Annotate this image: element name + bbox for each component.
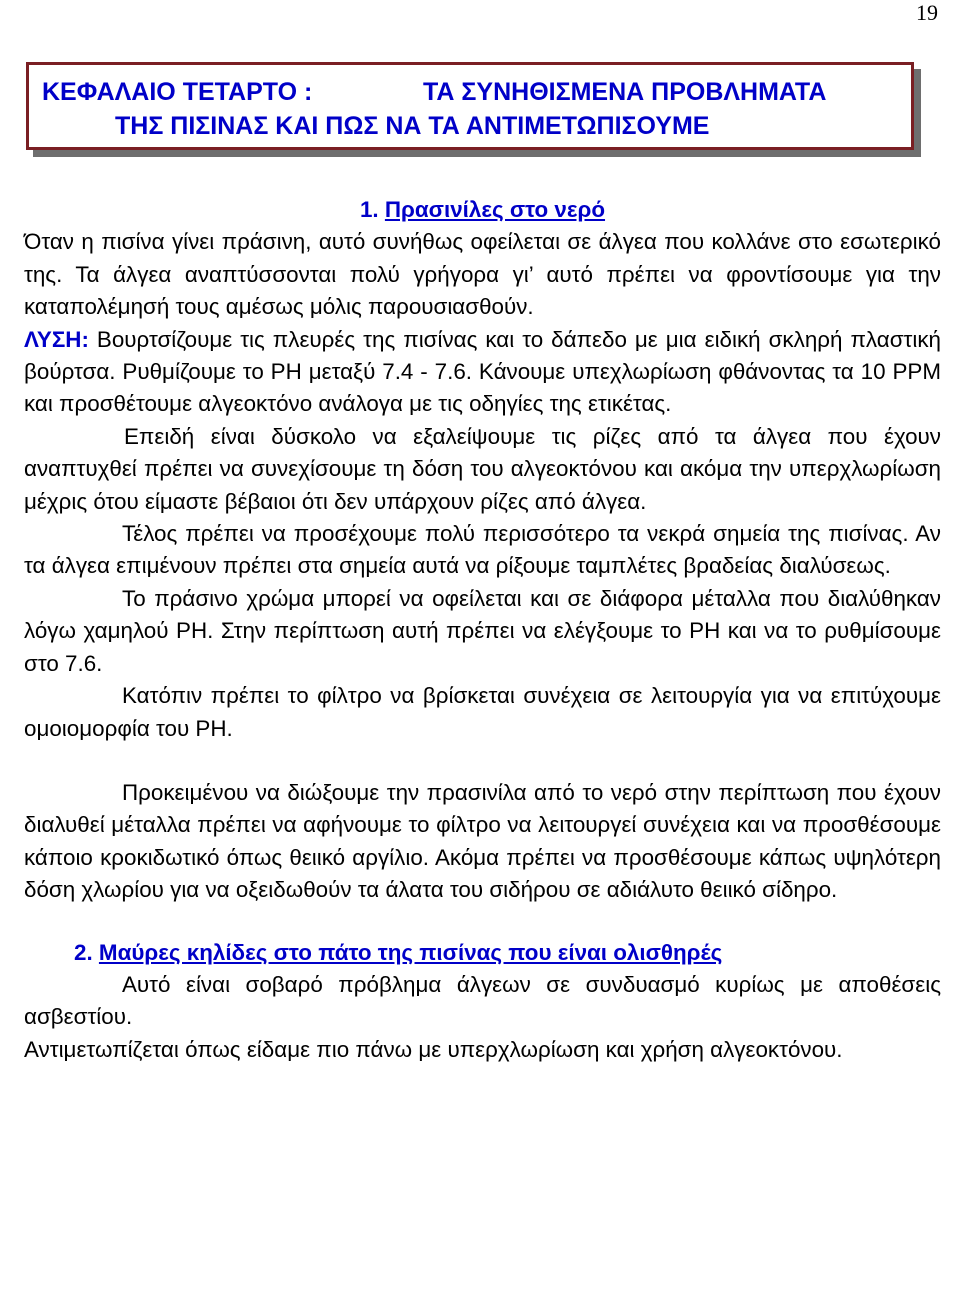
spacer [24,907,941,937]
chapter-title-line2: ΤΗΣ ΠΙΣΙΝΑΣ ΚΑΙ ΠΩΣ ΝΑ ΤΑ ΑΝΤΙΜΕΤΩΠΙΣΟΥΜΕ [115,112,710,140]
document-body [24,194,941,1066]
section1-heading [24,194,941,226]
chapter-title-line1 [42,75,826,109]
section1-para4: Το πράσινο χρώμα μπορεί να οφείλεται και σε διάφορα μέταλλα που διαλύθηκαν λόγω χαμηλού PH. Στην περίπτωση αυτή πρέπει να ελέγξουμε το PH και να το ρυθμίσουμε στο 7.6. [24,585,941,676]
section1-intro: Όταν η πισίνα γίνει πράσινη, αυτό συνήθως οφείλεται σε άλγεα που κολλάνε στο εσωτερικό της. Τα άλγεα αναπτύσσονται πολύ γρήγορα γι’ αυτό πρέπει να φροντίσουμε για την καταπολέμησή τους αμέσως μόλις παρουσιασθούν. [24,229,941,320]
section2-heading [24,937,941,969]
solution-label: ΛΥΣΗ: [24,326,89,352]
spacer [24,745,941,777]
section1-title: Πρασινίλες στο νερό [384,197,606,222]
solution-text: Βουρτσίζουμε τις πλευρές της πισίνας και το δάπεδο με μια ειδική σκληρή πλαστική βούρτσα. Ρυθμίζουμε το PH μεταξύ 7.4 - 7.6. Κάνουμε υπεχλωρίωση φθάνοντας τα 10 PPM και προσθέτουμε αλγεοκτόνο ανάλογα με τις οδηγίες της ετικέτας. [24,326,941,417]
section1-number: 1. [359,197,379,222]
page-number: 19 [916,0,938,25]
section1-para3: Τέλος πρέπει να προσέχουμε πολύ περισσότερο τα νεκρά σημεία της πισίνας. Αν τα άλγεα επιμένουν πρέπει στα σημεία αυτά να ρίξουμε ταμπλέτες βραδείας διαλύσεως. [24,521,941,579]
chapter-title-box [26,62,914,150]
section2-number: 2. [74,939,93,965]
section2-para1: Αυτό είναι σοβαρό πρόβλημα άλγεων σε συνδυασμό κυρίως με αποθέσεις ασβεστίου. [24,971,941,1030]
section1-para5: Κατόπιν πρέπει το φίλτρο να βρίσκεται συνέχεια σε λειτουργία για να επιτύχουμε ομοιομορφία του PH. [24,683,941,741]
chapter-prefix: ΚΕΦΑΛΑΙΟ ΤΕΤΑΡΤΟ : [42,78,313,106]
section2-para2: Αντιμετωπίζεται όπως είδαμε πιο πάνω με υπερχλωρίωση και χρήση αλγεοκτόνου. [24,1036,843,1062]
section1-para2: Επειδή είναι δύσκολο να εξαλείψουμε τις ρίζες από τα άλγεα που έχουν αναπτυχθεί πρέπει να συνεχίσουμε τη δόση του αλγεοκτόνου και ακόμα την υπερχλωρίωση μέχρις ότου είμαστε βέβαιοι ότι δεν υπάρχουν ρίζες από άλγεα. [24,423,941,514]
section1-para6: Προκειμένου να διώξουμε την πρασινίλα από το νερό στην περίπτωση που έχουν διαλυθεί μέταλλα πρέπει να αφήνουμε το φίλτρο να λειτουργεί συνέχεια και να προσθέσουμε κάποιο κροκιδωτικό όπως θειικό αργίλιο. Ακόμα πρέπει να προσθέσουμε κάπως υψηλότερη δόση χλωρίου για να οξειδωθούν τα άλατα του σιδήρου σε αδιάλυτο θειικό σίδηρο. [24,779,941,903]
chapter-title-text1: ΤΑ ΣΥΝΗΘΙΣΜΕΝΑ ΠΡΟΒΛΗΜΑΤΑ [423,78,827,106]
section2-title: Μαύρες κηλίδες στο πάτο της πισίνας που είναι ολισθηρές [98,939,723,965]
section1-solution [24,324,941,421]
